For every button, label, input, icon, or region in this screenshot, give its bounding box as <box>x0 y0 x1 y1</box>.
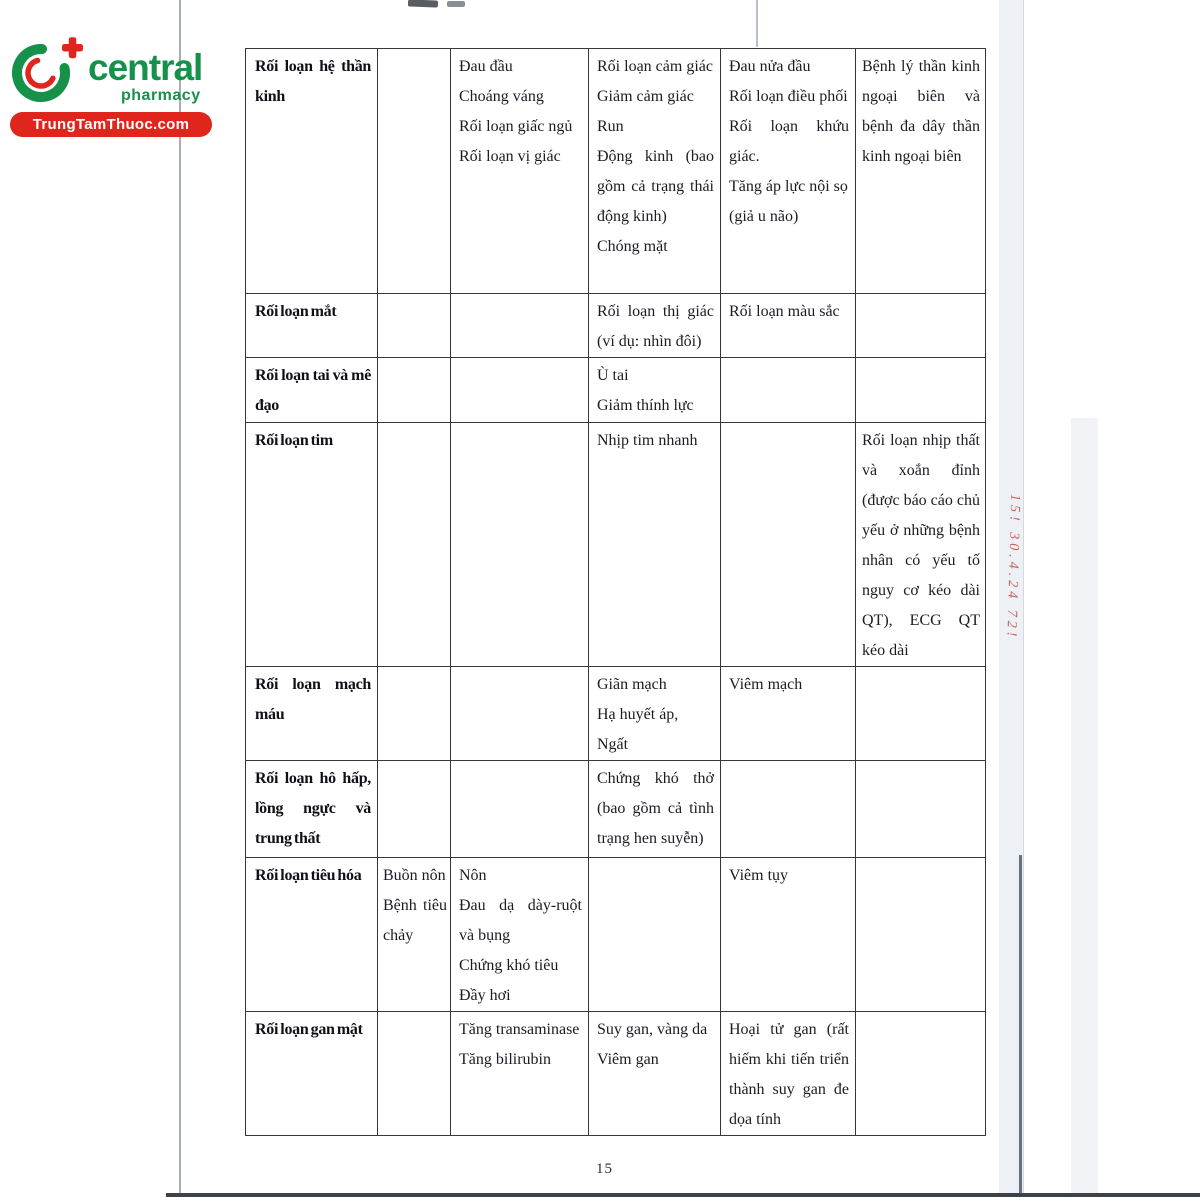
cell-line: Chứng khó tiêu <box>459 957 559 974</box>
table-cell <box>589 761 721 858</box>
cell-line: Rối loạn cảm giác <box>597 58 713 75</box>
cell-line: Hoại tử gan (rất hiếm khi tiến triển thành suy gan đe dọa tính <box>729 1021 849 1128</box>
table-cell <box>378 667 451 761</box>
table-cell <box>856 667 986 761</box>
table-cell <box>246 858 378 1012</box>
table-cell <box>246 1012 378 1136</box>
cell-line: Ngất <box>597 736 629 753</box>
cell-line: Rối loạn tim <box>255 432 333 449</box>
table-cell <box>246 49 378 294</box>
page-left-edge-line <box>179 0 181 1196</box>
cell-line: Giãn mạch <box>597 676 667 693</box>
table-cell <box>589 667 721 761</box>
table-cell <box>246 761 378 858</box>
cell-line: Rối loạn nhịp thất và xoắn đỉnh (được báo cáo chủ yếu ở những bệnh nhân có yếu tố nguy cơ kéo dài QT), ECG QT kéo dài <box>862 432 980 659</box>
table-cell <box>856 858 986 1012</box>
cell-line: Chóng mặt <box>597 238 668 255</box>
cell-line: Tăng bilirubin <box>459 1051 551 1068</box>
table-cell <box>721 1012 856 1136</box>
cell-line: Rối loạn khứu giác. <box>729 118 849 165</box>
table-cell <box>378 294 451 358</box>
scan-top-line <box>756 0 758 47</box>
cell-line: Viêm gan <box>597 1051 659 1068</box>
cell-line: Hạ huyết áp, <box>597 706 679 723</box>
table-cell <box>246 667 378 761</box>
table-cell <box>856 294 986 358</box>
handwritten-red-annotation: 15! 30.4.24 72! <box>1003 493 1023 641</box>
cell-line: Rối loạn tiêu hóa <box>255 867 362 884</box>
table-cell <box>589 358 721 423</box>
table-cell <box>589 49 721 294</box>
table-cell <box>378 1012 451 1136</box>
cell-line: Nhịp tim nhanh <box>597 432 698 449</box>
cell-line: (giả u não) <box>729 208 799 225</box>
table-cell <box>721 294 856 358</box>
logo-brand-text: central <box>88 47 203 88</box>
cell-line: Đau nửa đầu <box>729 58 811 75</box>
cell-line: Ù tai <box>597 367 629 384</box>
table-cell <box>246 358 378 423</box>
scan-shadow-band <box>1071 418 1098 1196</box>
table-cell <box>451 667 589 761</box>
table-row <box>246 761 986 858</box>
cell-line: Đầy hơi <box>459 987 511 1004</box>
scan-smudge <box>447 1 465 7</box>
table-cell <box>856 49 986 294</box>
table-cell <box>246 423 378 667</box>
cell-line: Viêm mạch <box>729 676 803 693</box>
cell-line: Rối loạn điều phối <box>729 88 848 105</box>
table-cell <box>721 761 856 858</box>
cell-line: Bệnh lý thần kinh ngoại biên và bệnh đa dây thần kinh ngoại biên <box>862 58 980 165</box>
table-cell <box>378 49 451 294</box>
table-cell <box>589 423 721 667</box>
cell-line: Đau đầu <box>459 58 513 75</box>
cell-line: Rối loạn thị giác (ví dụ: nhìn đôi) <box>597 303 714 350</box>
page-right-edge-line <box>1019 855 1022 1196</box>
cell-line: Suy gan, vàng da <box>597 1021 708 1038</box>
table-cell <box>451 1012 589 1136</box>
cell-line: Động kinh (bao gồm cả trạng thái động kinh) <box>597 148 714 225</box>
table-row <box>246 1012 986 1136</box>
central-pharmacy-c-icon <box>10 35 86 105</box>
table-cell <box>721 49 856 294</box>
cell-line: Choáng váng <box>459 88 544 105</box>
table-cell <box>589 294 721 358</box>
table-cell <box>721 358 856 423</box>
table-cell <box>451 294 589 358</box>
table-cell <box>378 761 451 858</box>
table-cell <box>721 423 856 667</box>
table-cell <box>246 294 378 358</box>
cell-line: Đau dạ dày-ruột và bụng <box>459 897 582 944</box>
cell-line: Bệnh tiêu chảy <box>383 897 447 944</box>
table-cell <box>378 858 451 1012</box>
cell-line: Rối loạn màu sắc <box>729 303 840 320</box>
table-row <box>246 49 986 294</box>
cell-line: Rối loạn tai và mê đạo <box>255 367 371 414</box>
cell-line: Rối loạn giấc ngủ <box>459 118 573 135</box>
table-cell <box>589 858 721 1012</box>
cell-line: Rối loạn mạch máu <box>255 676 371 723</box>
table-cell <box>451 761 589 858</box>
cell-line: Rối loạn hệ thần kinh <box>255 58 371 105</box>
cell-line: Run <box>597 118 624 135</box>
central-pharmacy-logo <box>8 33 223 141</box>
table-row <box>246 423 986 667</box>
scan-smudge <box>408 0 438 8</box>
cell-line: Giảm cảm giác <box>597 88 694 105</box>
table-cell <box>451 858 589 1012</box>
adverse-reactions-table <box>245 48 986 1136</box>
adr-table-body <box>246 49 986 1136</box>
table-cell <box>856 423 986 667</box>
cell-line: Nôn <box>459 867 487 884</box>
cell-line: Rối loạn mắt <box>255 303 337 320</box>
cell-line: Viêm tụy <box>729 867 789 884</box>
cell-line: Giảm thính lực <box>597 397 694 414</box>
cell-line: Tăng áp lực nội sọ <box>729 178 848 195</box>
table-row <box>246 358 986 423</box>
table-cell <box>856 1012 986 1136</box>
table-cell <box>721 667 856 761</box>
table-cell <box>856 761 986 858</box>
table-cell <box>451 423 589 667</box>
table-cell <box>856 358 986 423</box>
cell-line: Rối loạn hô hấp, lồng ngực và trung thất <box>255 770 371 847</box>
table-cell <box>451 358 589 423</box>
cell-line: Rối loạn vị giác <box>459 148 561 165</box>
table-cell <box>721 858 856 1012</box>
page-number: 15 <box>596 1161 613 1177</box>
cell-line: Chứng khó thở (bao gồm cả tình trạng hen suyễn) <box>597 770 714 847</box>
logo-sub-text: pharmacy <box>121 87 201 104</box>
cell-line: Buồn nôn <box>383 867 446 884</box>
cell-line: Tăng transaminase <box>459 1021 580 1038</box>
table-cell <box>451 49 589 294</box>
table-cell <box>378 423 451 667</box>
table-row <box>246 294 986 358</box>
logo-domain-badge: TrungTamThuoc.com <box>10 112 212 137</box>
table-row <box>246 858 986 1012</box>
table-cell <box>589 1012 721 1136</box>
table-cell <box>378 358 451 423</box>
cell-line: Rối loạn gan mật <box>255 1021 363 1038</box>
table-row <box>246 667 986 761</box>
page-bottom-line <box>166 1193 1200 1197</box>
